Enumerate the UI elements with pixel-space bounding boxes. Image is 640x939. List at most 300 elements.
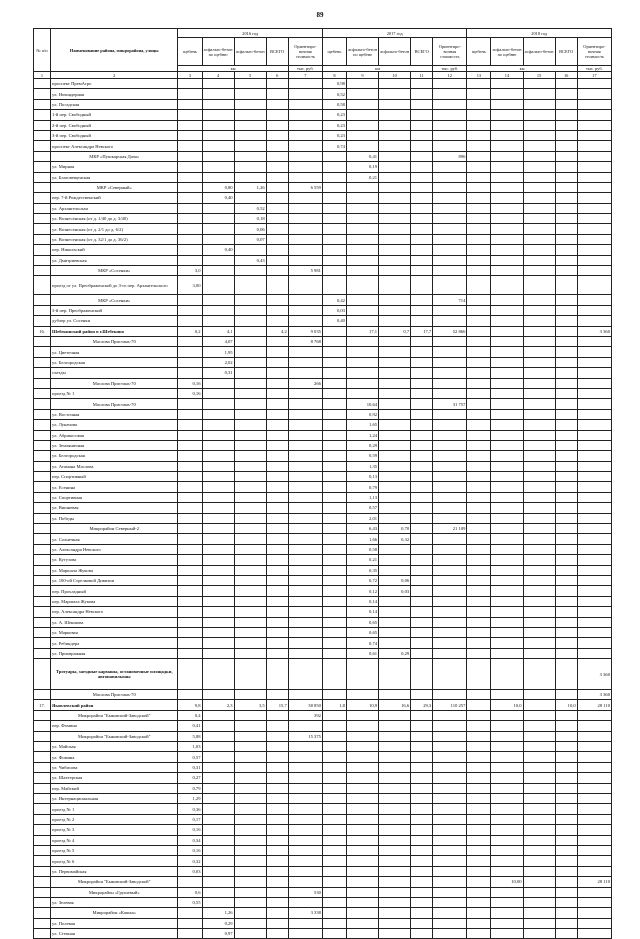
row-value <box>467 524 491 534</box>
row-value <box>346 110 378 120</box>
row-value <box>467 929 491 939</box>
row-value <box>491 534 523 544</box>
row-value <box>266 804 288 814</box>
table-row <box>34 648 612 658</box>
row-value <box>234 721 266 731</box>
row-value <box>379 908 411 918</box>
row-value <box>491 193 523 203</box>
row-number <box>34 172 51 182</box>
row-value <box>322 835 346 845</box>
row-value <box>322 203 346 213</box>
row-value <box>411 430 433 440</box>
header-year-2017: 2017 год <box>322 29 466 38</box>
row-value <box>379 638 411 648</box>
row-value <box>577 245 611 255</box>
row-value <box>202 845 234 855</box>
row-value <box>346 357 378 367</box>
row-value <box>266 399 288 409</box>
row-value <box>411 472 433 482</box>
row-number <box>34 918 51 928</box>
row-value <box>322 866 346 876</box>
row-value: 0,13 <box>346 472 378 482</box>
row-value <box>555 575 577 585</box>
row-value <box>467 742 491 752</box>
row-value <box>433 762 467 772</box>
row-number <box>34 472 51 482</box>
row-value <box>202 617 234 627</box>
row-name: пер. Маршала Жукова <box>51 596 178 606</box>
row-value <box>577 162 611 172</box>
row-value <box>433 378 467 388</box>
row-value <box>555 856 577 866</box>
row-value <box>411 762 433 772</box>
table-row <box>34 110 612 120</box>
row-value: 0,03 <box>379 586 411 596</box>
row-value <box>467 835 491 845</box>
row-name: Микрорайон "Быковский-Заводской" <box>51 731 178 741</box>
row-value <box>555 130 577 140</box>
row-value <box>322 825 346 835</box>
row-value <box>467 255 491 265</box>
row-value <box>379 731 411 741</box>
row-value <box>577 607 611 617</box>
row-value <box>523 316 555 326</box>
row-value <box>379 388 411 398</box>
row-value <box>491 266 523 276</box>
row-value <box>523 255 555 265</box>
row-value <box>467 690 491 700</box>
row-value <box>266 141 288 151</box>
row-value <box>411 409 433 419</box>
row-value <box>467 399 491 409</box>
row-value <box>523 430 555 440</box>
row-name: ул. Есенина <box>51 482 178 492</box>
row-value <box>202 472 234 482</box>
row-value: 0,42 <box>322 295 346 305</box>
row-name: Масловa Пристань-70 <box>51 336 178 346</box>
row-value: 0,59 <box>346 451 378 461</box>
row-value: 0,79 <box>178 783 202 793</box>
header-sub-y2-4: Ориентиро-вочная стоимость <box>433 38 467 66</box>
row-value <box>555 752 577 762</box>
row-number <box>34 399 51 409</box>
row-value <box>577 752 611 762</box>
table-row <box>34 783 612 793</box>
row-value: 10,0 <box>491 700 523 710</box>
row-name: МКР «Северный» <box>51 182 178 192</box>
row-value <box>467 151 491 161</box>
row-value <box>491 224 523 234</box>
table-row <box>34 814 612 824</box>
row-value <box>411 617 433 627</box>
row-value <box>202 794 234 804</box>
column-number: 16 <box>555 72 577 79</box>
row-value <box>433 825 467 835</box>
section-row <box>34 731 612 741</box>
row-value <box>178 316 202 326</box>
row-value <box>433 710 467 720</box>
row-value <box>433 617 467 627</box>
table-row <box>34 586 612 596</box>
row-value <box>523 690 555 700</box>
row-value <box>346 659 378 690</box>
row-value <box>266 295 288 305</box>
row-value <box>523 141 555 151</box>
column-number: 4 <box>202 72 234 79</box>
row-value <box>491 596 523 606</box>
row-value <box>322 440 346 450</box>
table-row <box>34 420 612 430</box>
row-value <box>202 79 234 89</box>
row-value <box>555 378 577 388</box>
row-value <box>555 825 577 835</box>
row-value <box>467 420 491 430</box>
row-value <box>411 783 433 793</box>
row-value <box>379 440 411 450</box>
row-value <box>379 877 411 887</box>
table-row <box>34 617 612 627</box>
row-value: 0,40 <box>202 193 234 203</box>
header-unit-km: км <box>322 66 432 72</box>
row-value <box>467 388 491 398</box>
row-value <box>234 773 266 783</box>
row-number <box>34 430 51 440</box>
row-value <box>577 461 611 471</box>
row-value <box>555 814 577 824</box>
row-value <box>433 575 467 585</box>
row-value <box>577 193 611 203</box>
row-value <box>411 347 433 357</box>
row-value <box>178 214 202 224</box>
row-value <box>266 617 288 627</box>
table-row <box>34 130 612 140</box>
row-value <box>346 276 378 295</box>
row-value <box>202 524 234 534</box>
table-row <box>34 316 612 326</box>
row-number <box>34 877 51 887</box>
row-name: ул. Александра Невского <box>51 544 178 554</box>
row-number <box>34 451 51 461</box>
table-row <box>34 762 612 772</box>
row-value <box>491 214 523 224</box>
row-value <box>467 762 491 772</box>
row-value <box>411 524 433 534</box>
row-value <box>555 887 577 897</box>
row-value <box>322 783 346 793</box>
row-value <box>577 255 611 265</box>
table-row <box>34 120 612 130</box>
row-name: 3-й пер. Свободный <box>51 130 178 140</box>
row-number <box>34 607 51 617</box>
row-value <box>178 409 202 419</box>
row-value <box>555 357 577 367</box>
row-value <box>266 918 288 928</box>
row-value <box>379 866 411 876</box>
row-value <box>288 451 322 461</box>
row-value <box>234 742 266 752</box>
row-value <box>491 918 523 928</box>
row-value <box>433 627 467 637</box>
row-value <box>577 897 611 907</box>
row-value <box>322 845 346 855</box>
row-value <box>178 245 202 255</box>
row-name: пер. Никольский <box>51 245 178 255</box>
row-number <box>34 151 51 161</box>
row-value <box>555 804 577 814</box>
row-value <box>411 203 433 213</box>
row-value <box>467 794 491 804</box>
row-value <box>379 266 411 276</box>
table-row <box>34 918 612 928</box>
row-value <box>433 162 467 172</box>
row-number <box>34 929 51 939</box>
row-value <box>523 110 555 120</box>
row-value <box>178 451 202 461</box>
row-name: ул. Абрикосовая <box>51 430 178 440</box>
row-value: 10,0 <box>555 700 577 710</box>
row-value <box>202 586 234 596</box>
row-value <box>178 430 202 440</box>
row-value <box>379 130 411 140</box>
row-value <box>266 887 288 897</box>
row-value <box>491 825 523 835</box>
row-value <box>266 856 288 866</box>
row-value <box>346 89 378 99</box>
row-value <box>266 524 288 534</box>
row-value <box>202 130 234 140</box>
row-number <box>34 357 51 367</box>
row-value <box>433 856 467 866</box>
row-value <box>411 99 433 109</box>
row-value <box>234 347 266 357</box>
row-value <box>288 845 322 855</box>
row-value <box>288 347 322 357</box>
row-value <box>577 524 611 534</box>
row-value <box>555 908 577 918</box>
row-number <box>34 224 51 234</box>
row-value <box>178 305 202 315</box>
row-name: пер. Прохладный <box>51 586 178 596</box>
row-value <box>491 555 523 565</box>
row-value <box>346 368 378 378</box>
row-value <box>467 162 491 172</box>
row-value <box>266 565 288 575</box>
row-value <box>288 856 322 866</box>
row-value <box>433 79 467 89</box>
row-value <box>202 420 234 430</box>
row-value <box>433 357 467 367</box>
row-value <box>467 575 491 585</box>
section-row <box>34 887 612 897</box>
row-value <box>433 814 467 824</box>
row-value <box>322 544 346 554</box>
row-value: 31 757 <box>433 399 467 409</box>
row-name: ул. Маршала Жукова <box>51 565 178 575</box>
table-row <box>34 388 612 398</box>
row-value: 0,32 <box>178 856 202 866</box>
row-value <box>178 120 202 130</box>
row-name: ул. Дмитриевская <box>51 255 178 265</box>
row-number <box>34 409 51 419</box>
row-value <box>523 929 555 939</box>
row-value <box>234 295 266 305</box>
row-value: 0,29 <box>346 440 378 450</box>
row-value <box>555 607 577 617</box>
row-value: 0,72 <box>346 575 378 585</box>
row-value <box>555 534 577 544</box>
row-value <box>288 596 322 606</box>
row-value <box>555 305 577 315</box>
row-value <box>577 89 611 99</box>
row-value <box>234 877 266 887</box>
row-value <box>234 908 266 918</box>
row-value <box>202 305 234 315</box>
row-number <box>34 804 51 814</box>
row-value <box>433 544 467 554</box>
row-name: ул. Кутузова <box>51 555 178 565</box>
row-number <box>34 295 51 305</box>
row-value <box>491 245 523 255</box>
row-value <box>379 461 411 471</box>
row-value <box>555 762 577 772</box>
row-value <box>346 203 378 213</box>
row-value <box>491 430 523 440</box>
row-value <box>178 193 202 203</box>
row-value <box>178 627 202 637</box>
header-sub-y3-2: асфальто-бетон <box>523 38 555 66</box>
row-value <box>555 120 577 130</box>
row-value <box>178 918 202 928</box>
row-value <box>555 513 577 523</box>
row-value <box>178 492 202 502</box>
row-value <box>577 141 611 151</box>
row-value <box>491 835 523 845</box>
row-value <box>346 835 378 845</box>
section-row <box>34 524 612 534</box>
row-value <box>202 295 234 305</box>
row-name: Микрорайон Северный-2 <box>51 524 178 534</box>
row-number <box>34 193 51 203</box>
row-value <box>491 617 523 627</box>
row-value <box>523 856 555 866</box>
row-value: 0,74 <box>322 141 346 151</box>
row-value <box>266 130 288 140</box>
row-name: ул. Восточная <box>51 409 178 419</box>
row-value <box>202 804 234 814</box>
row-value <box>266 79 288 89</box>
row-value <box>234 648 266 658</box>
row-value <box>234 193 266 203</box>
header-sub-y1-2: асфальто-бетон <box>234 38 266 66</box>
row-value <box>577 544 611 554</box>
row-value: 0,40 <box>202 245 234 255</box>
row-value <box>234 120 266 130</box>
column-number: 7 <box>288 72 322 79</box>
row-name: ул. Цветочная <box>51 347 178 357</box>
header-num: № п/п <box>34 29 51 72</box>
row-value <box>467 710 491 720</box>
row-value <box>411 555 433 565</box>
row-name: пер. Спортивный <box>51 472 178 482</box>
row-value <box>523 897 555 907</box>
row-value <box>288 607 322 617</box>
row-name: проезд № 4 <box>51 835 178 845</box>
row-value: 0,31 <box>178 762 202 772</box>
table-row <box>34 835 612 845</box>
row-value <box>433 794 467 804</box>
row-value <box>322 648 346 658</box>
row-value <box>467 534 491 544</box>
row-value <box>202 266 234 276</box>
row-value <box>467 555 491 565</box>
row-value <box>491 203 523 213</box>
row-value <box>555 742 577 752</box>
row-value: 0,52 <box>322 89 346 99</box>
row-value: 0,57 <box>346 503 378 513</box>
row-number <box>34 79 51 89</box>
row-value <box>523 804 555 814</box>
row-value <box>178 420 202 430</box>
row-name: ул. Луначова <box>51 420 178 430</box>
row-value <box>202 866 234 876</box>
row-value <box>555 336 577 346</box>
row-value <box>288 752 322 762</box>
row-value <box>467 141 491 151</box>
row-value <box>577 305 611 315</box>
row-value <box>491 151 523 161</box>
row-value <box>379 357 411 367</box>
row-value <box>523 908 555 918</box>
row-value <box>266 378 288 388</box>
row-value <box>322 492 346 502</box>
row-value <box>411 627 433 637</box>
row-value <box>523 627 555 637</box>
row-number <box>34 742 51 752</box>
row-value: 0,27 <box>178 773 202 783</box>
section-row <box>34 336 612 346</box>
row-value <box>523 305 555 315</box>
row-value: 0,65 <box>346 627 378 637</box>
row-value <box>288 130 322 140</box>
row-value <box>202 99 234 109</box>
row-value <box>433 255 467 265</box>
row-name: съезды <box>51 368 178 378</box>
row-number <box>34 762 51 772</box>
row-name: МКР «Сосенки» <box>51 266 178 276</box>
row-value: 8 768 <box>288 336 322 346</box>
row-value <box>202 534 234 544</box>
row-value <box>234 420 266 430</box>
row-value <box>288 659 322 690</box>
row-value <box>411 638 433 648</box>
row-value <box>411 897 433 907</box>
row-value <box>467 607 491 617</box>
table-row <box>34 565 612 575</box>
row-value <box>577 79 611 89</box>
row-value <box>411 513 433 523</box>
row-value: 1,24 <box>346 430 378 440</box>
row-number <box>34 110 51 120</box>
row-name: ул. Архангельская <box>51 203 178 213</box>
row-name: пер. Майский <box>51 783 178 793</box>
row-value <box>234 399 266 409</box>
row-number <box>34 710 51 720</box>
row-value <box>266 659 288 690</box>
row-value <box>433 110 467 120</box>
row-value <box>467 617 491 627</box>
row-value <box>266 99 288 109</box>
row-value <box>379 305 411 315</box>
